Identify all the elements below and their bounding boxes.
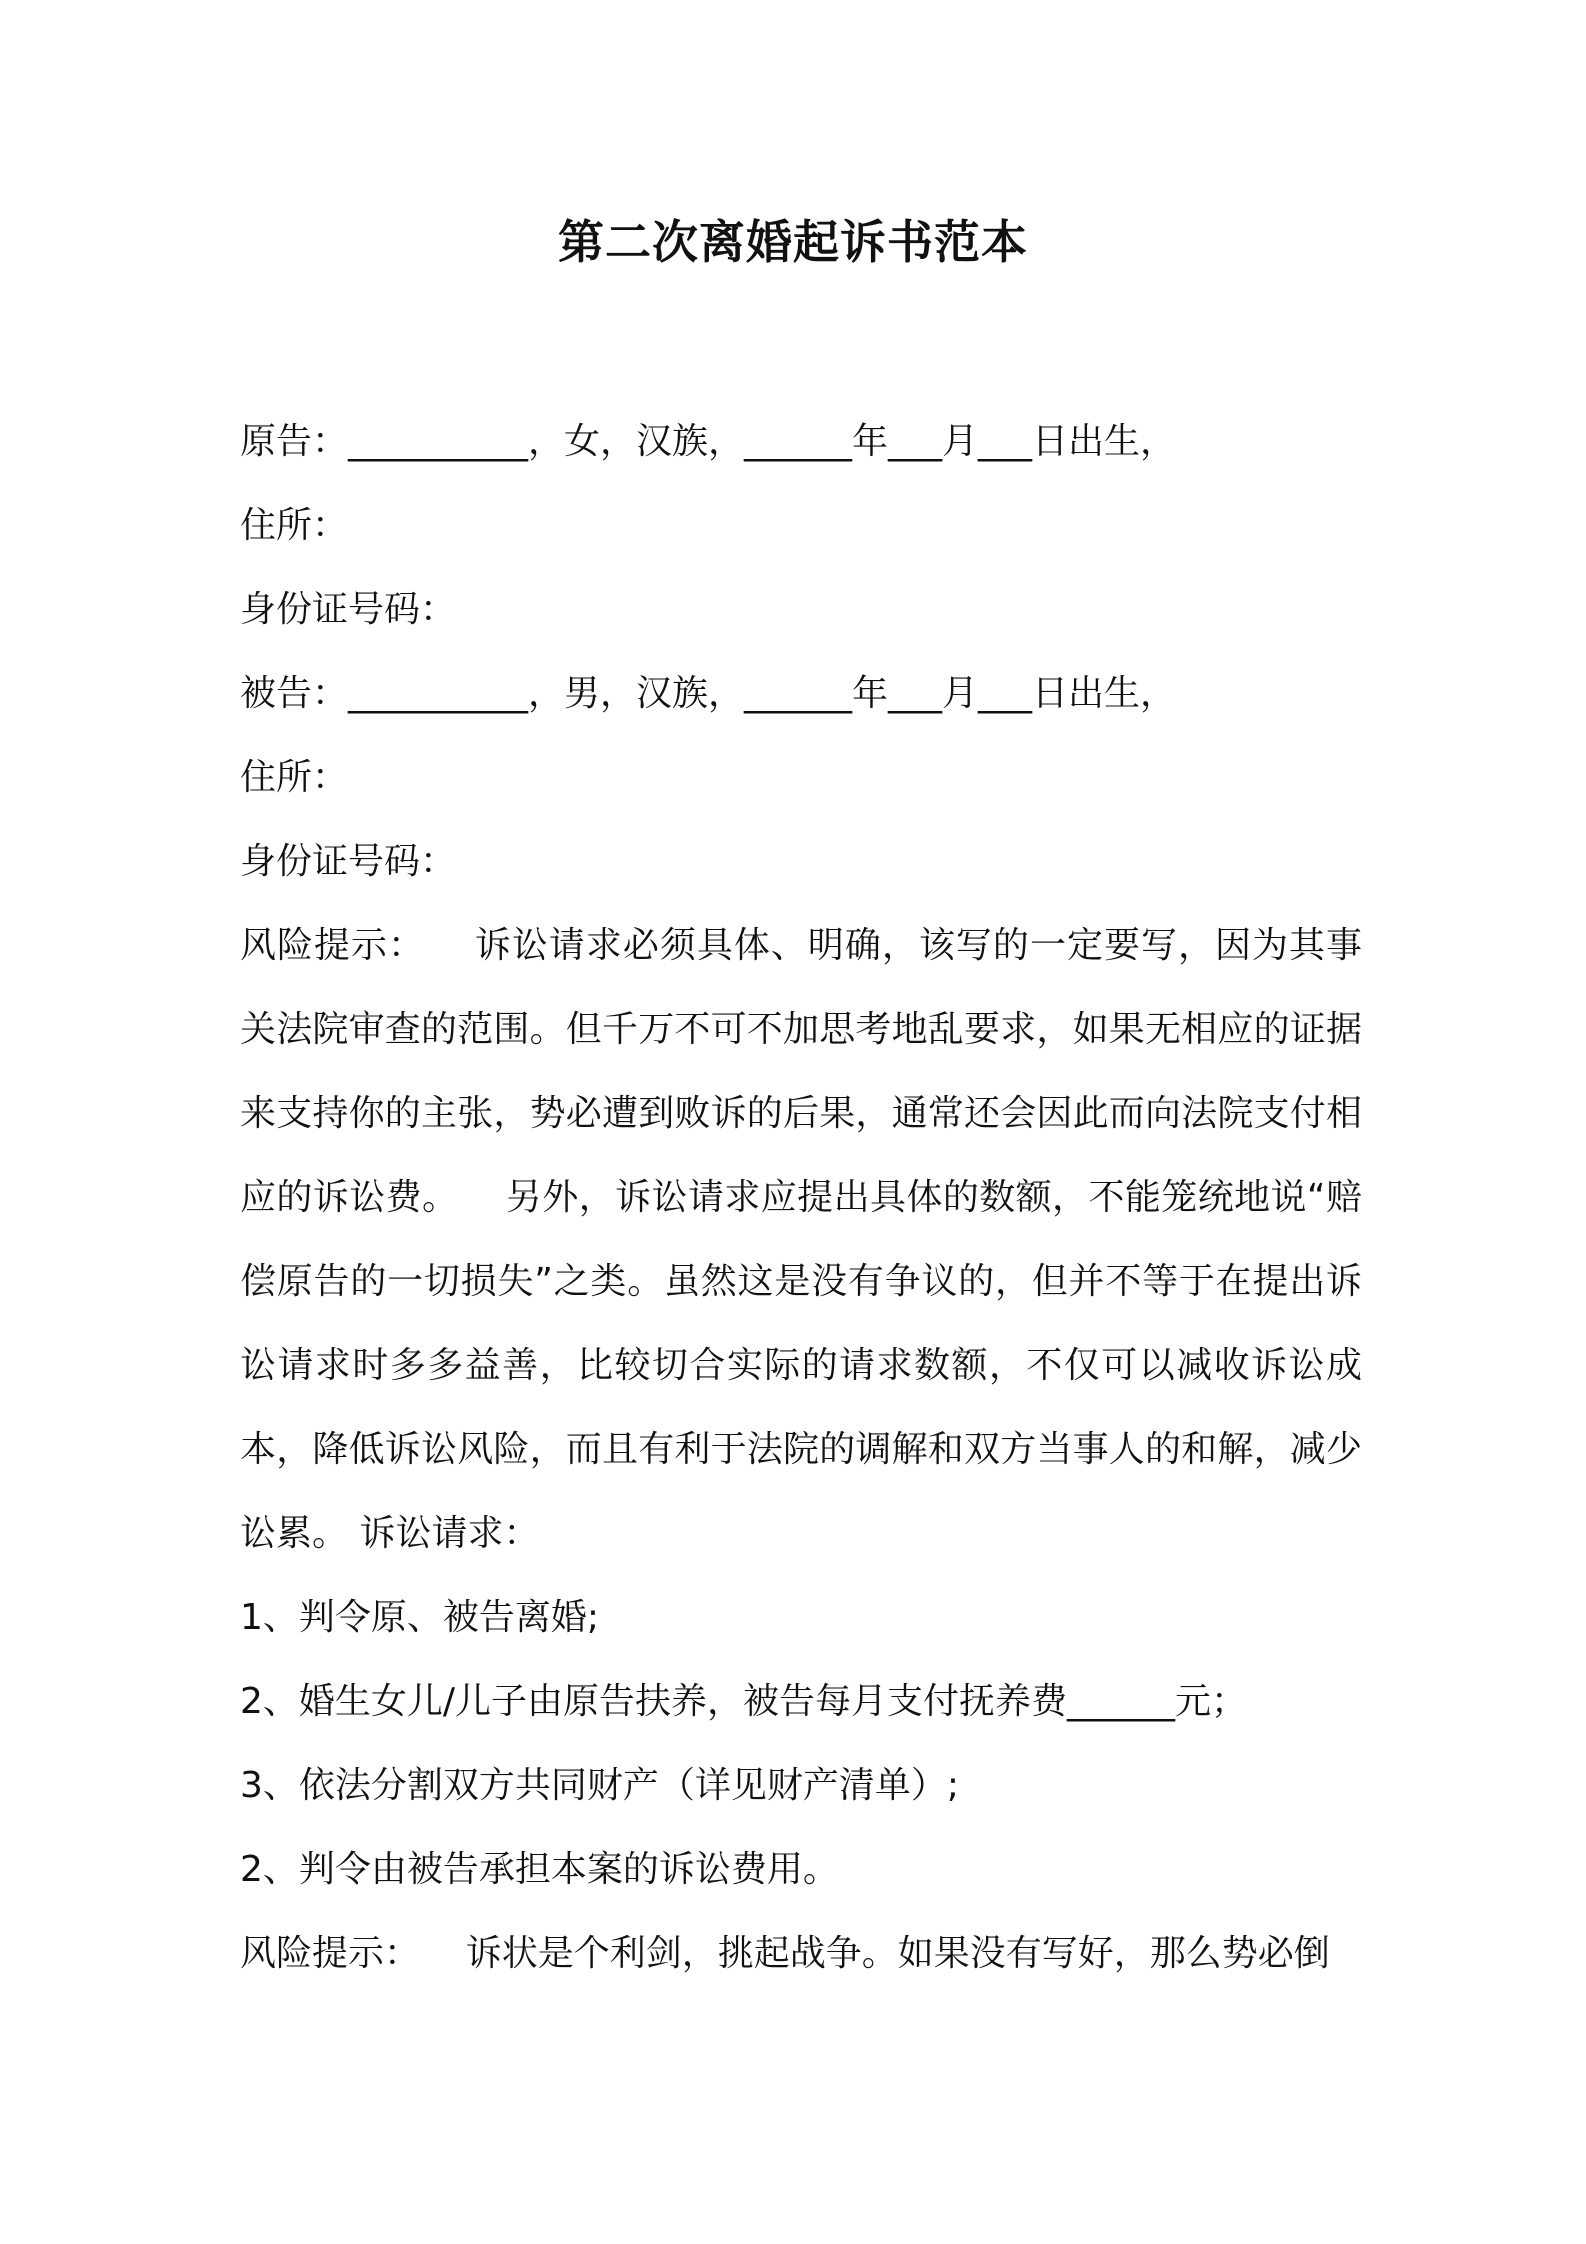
defendant-id-number: 身份证号码：	[240, 841, 457, 882]
document-body	[240, 400, 1362, 1996]
defendant-line: 被告：__________，男，汉族，______年___月___日出生，	[240, 673, 1177, 714]
claim-item-3: 3、依法分割双方共同财产（详见财产清单）;	[240, 1765, 960, 1806]
risk-notice-paragraph-2: 风险提示： 诉状是个利剑，挑起战争。如果没有写好，那么势必倒	[240, 1933, 1330, 1974]
plaintiff-id-number: 身份证号码：	[240, 589, 457, 630]
document-title: 第二次离婚起诉书范本	[558, 215, 1028, 269]
defendant-address: 住所：	[240, 757, 349, 798]
plaintiff-address: 住所：	[240, 505, 349, 546]
claim-item-1: 1、判令原、被告离婚;	[240, 1597, 600, 1638]
risk-notice-paragraph-1: 风险提示： 诉讼请求必须具体、明确，该写的一定要写，因为其事关法院审查的范围。但千万不可不加思考地乱要求，如果无相应的证据来支持你的主张，势必遭到败诉的后果，通常还会因此而向法院支付相应的诉讼费。 另外，诉讼请求应提出具体的数额，不能笼统地说“赔偿原告的一切损失”之类。虽然这是没有争议的，但并不等于在提出诉讼请求时多多益善，比较切合实际的请求数额，不仅可以减收诉讼成本，降低诉讼风险，而且有利于法院的调解和双方当事人的和解，减少讼累。 诉讼请求：	[240, 925, 1362, 1554]
claim-item-2: 2、婚生女儿/儿子由原告扶养，被告每月支付抚养费______元；	[240, 1681, 1248, 1722]
claim-item-4: 2、判令由被告承担本案的诉讼费用。	[240, 1849, 839, 1890]
plaintiff-line: 原告：__________，女，汉族，______年___月___日出生，	[240, 421, 1177, 462]
